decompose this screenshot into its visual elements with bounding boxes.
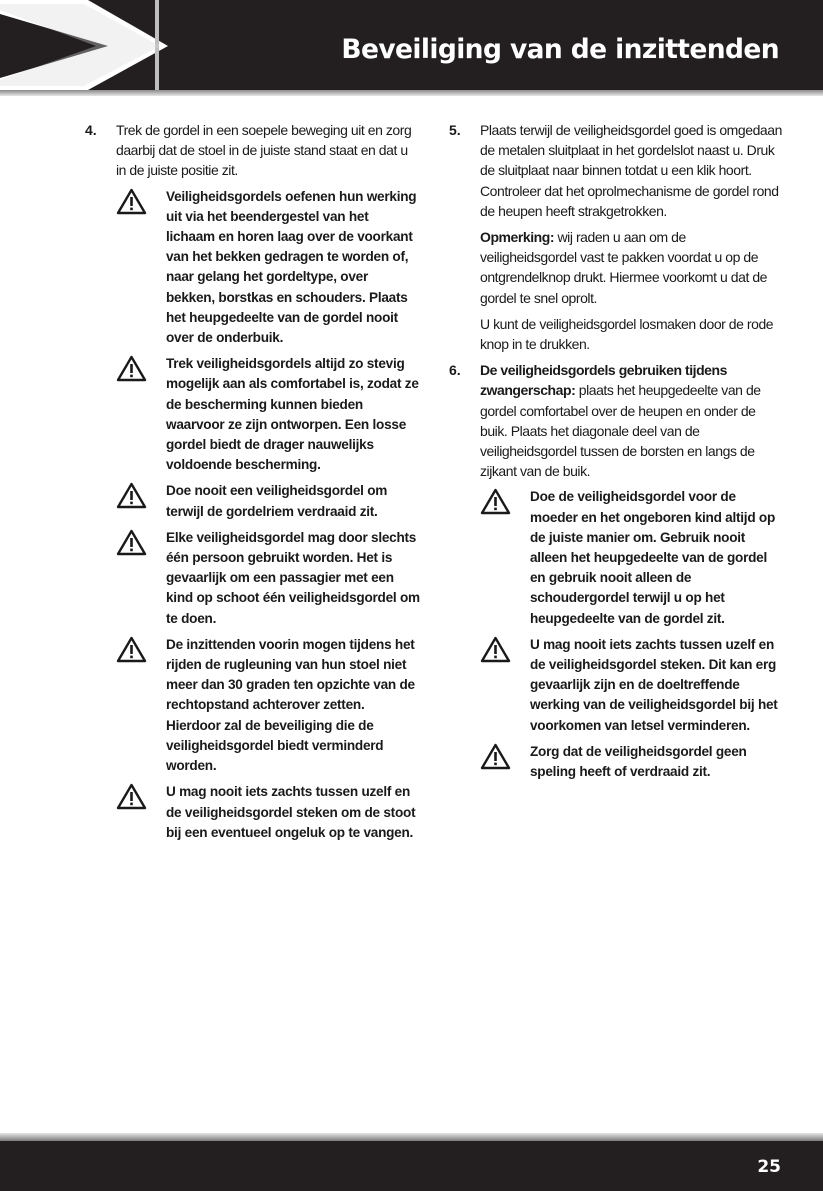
header-divider [0, 90, 823, 96]
page-number: 25 [757, 1157, 781, 1177]
warning-text: Elke veiligheidsgordel mag door slechts één persoon gebruikt worden. Het is gevaarlijk om een passagier met een kind op schoot één veiligheidsgordel om te doen. [166, 529, 420, 626]
note-paragraph [480, 227, 782, 308]
warning-triangle-icon [480, 488, 511, 515]
warning-triangle-icon [116, 783, 147, 810]
step-number: 6. [449, 362, 461, 379]
warning-triangle-icon [116, 355, 147, 382]
warning-item [480, 487, 782, 628]
warning-text: U mag nooit iets zachts tussen uzelf en de veiligheidsgordel steken. Dit kan erg gevaarlijk zijn en de doeltreffende werking van de veiligheidsgordel bij het voorkomen van letsel verminderen. [530, 636, 778, 733]
warning-list [449, 487, 782, 782]
warning-text: U mag nooit iets zachts tussen uzelf en de veiligheidsgordel steken om de stoot bij een eventueel ongeluk op te vangen. [166, 784, 416, 840]
left-column [85, 120, 420, 849]
warning-item [116, 782, 420, 843]
note-text: wij raden u aan om de veiligheidsgordel vast te pakken voordat u op de ontgrendelknop drukt. Hiermee voorkomt u dat de gordel te snel oprolt. [480, 229, 768, 306]
step-5 [449, 120, 782, 354]
page-title: Beveiliging van de inzittenden [341, 34, 779, 65]
warning-item [116, 187, 420, 349]
step-6 [449, 360, 782, 481]
warning-text: Trek veiligheidsgordels altijd zo stevig mogelijk aan als comfortabel is, zodat ze de bescherming kunnen bieden waarvoor ze zijn ontworpen. Een losse gordel biedt de drager nauwelijks voldoende bescherming. [166, 356, 419, 473]
step-number: 4. [85, 122, 97, 138]
right-column [449, 120, 782, 788]
warning-item [116, 635, 420, 776]
step-body: plaats het heupgedeelte van de gordel comfortabel over de heupen en onder de buik. Plaats het diagonale deel van de veiligheidsgordel tussen de borsten en langs de zijkant van de buik. [480, 382, 761, 480]
step-number: 5. [449, 122, 461, 138]
release-paragraph: U kunt de veiligheidsgordel losmaken door de rode knop in te drukken. [480, 315, 774, 353]
warning-triangle-icon [480, 636, 511, 663]
chevron-logo-icon [0, 0, 170, 90]
warning-item [480, 635, 782, 736]
step-heading: De veiligheidsgordels gebruiken tijdens zwangerschap: [480, 362, 727, 399]
warning-triangle-icon [116, 188, 147, 215]
step-text: Plaats terwijl de veiligheidsgordel goed is omgedaan de metalen sluitplaat in het gordelslot naast u. Druk de sluitplaat naar binnen totdat u een klik hoort. Controleer dat het oprolmechanisme de gordel rond de heupen heeft strakgetrokken. [480, 122, 782, 219]
footer-divider [0, 1133, 823, 1141]
step-text [480, 360, 782, 481]
warning-item [480, 742, 782, 782]
warning-triangle-icon [116, 482, 147, 509]
step-text: Trek de gordel in een soepele beweging uit en zorg daarbij dat de stoel in de juiste stand staat en dat u in de juiste positie zit. [116, 122, 412, 179]
page-footer [0, 1141, 823, 1191]
page-header [0, 0, 823, 90]
warning-text: Doe nooit een veiligheidsgordel om terwijl de gordelriem verdraaid zit. [166, 483, 388, 519]
step-4 [85, 120, 420, 181]
warning-item [116, 481, 420, 521]
warning-triangle-icon [116, 529, 147, 556]
warning-triangle-icon [480, 743, 511, 770]
warning-item [116, 354, 420, 475]
note-label: Opmerking: [480, 229, 555, 246]
warning-text: Doe de veiligheidsgordel voor de moeder en het ongeboren kind altijd op de juiste manier om. Gebruik nooit alleen het heupgedeelte van de gordel en gebruik nooit alleen de schoudergordel terwijl u op het heupgedeelte van de gordel zit. [530, 489, 776, 626]
warning-text: Veiligheidsgordels oefenen hun werking uit via het beendergestel van het lichaam en horen laag over de voorkant van het bekken gedragen te worden of, naar gelang het gordeltype, over bekken, borstkas en schouders. Plaats het heupgedeelte van de gordel nooit over de onderbuik. [166, 188, 417, 346]
warning-item [116, 528, 420, 629]
warning-list [85, 187, 420, 843]
warning-text: De inzittenden voorin mogen tijdens het rijden de rugleuning van hun stoel niet meer dan 30 graden ten opzichte van de rechtopstand achterover zetten. Hierdoor zal de beveiliging die de veiligheidsgordel biedt verminderd worden. [166, 636, 415, 774]
warning-triangle-icon [116, 636, 147, 663]
warning-text: Zorg dat de veiligheidsgordel geen speling heeft of verdraaid zit. [530, 743, 747, 780]
